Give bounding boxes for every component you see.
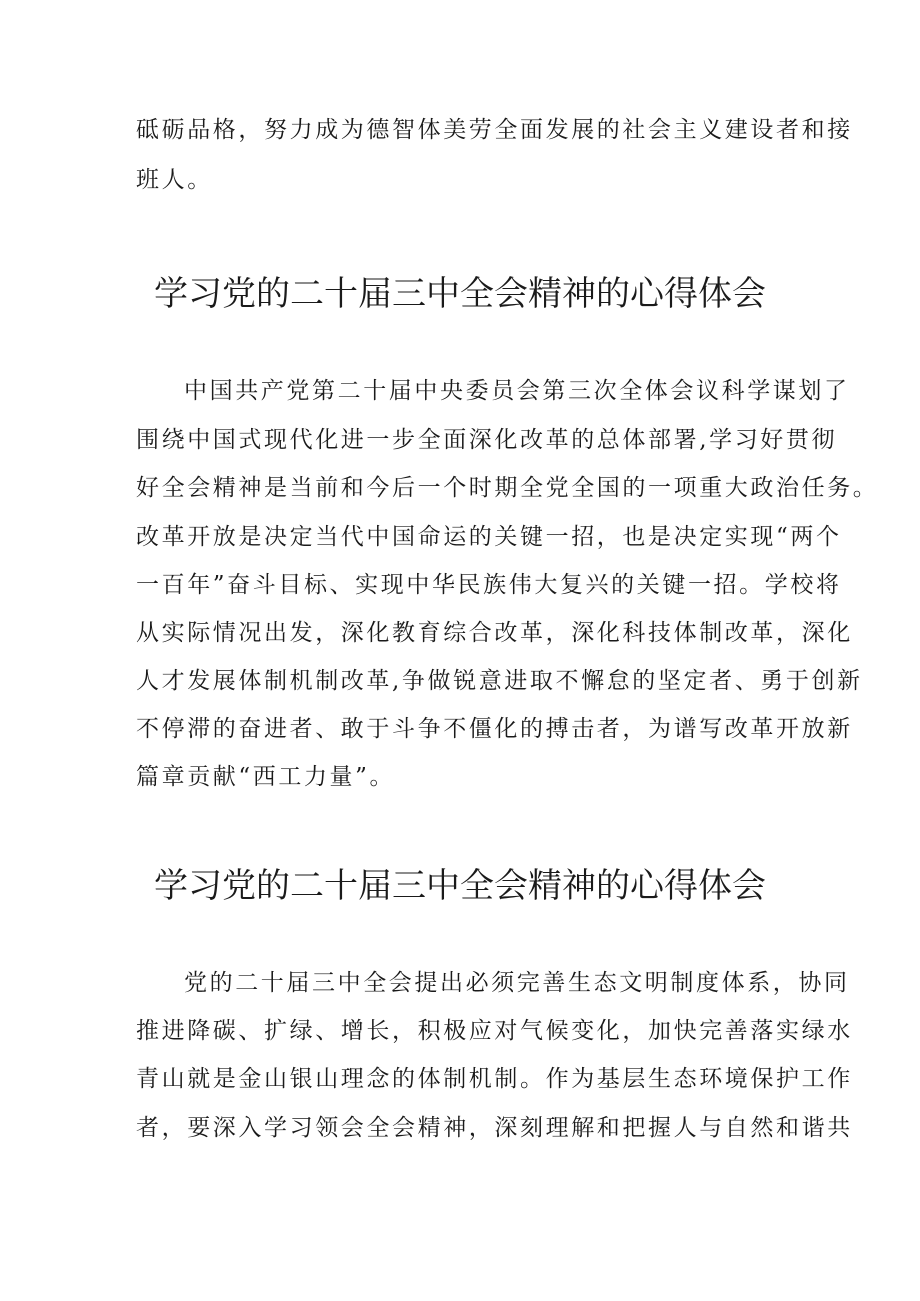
paragraph-line: 人才发展体制机制改革,争做锐意进取不懈怠的坚定者、勇于创新 <box>136 668 863 694</box>
paragraph-line: 者，要深入学习领会全会精神，深刻理解和把握人与自然和谐共 <box>136 1115 853 1141</box>
paragraph-line: 推进降碳、扩绿、增长，积极应对气候变化，加快完善落实绿水 <box>136 1018 853 1044</box>
paragraph-line: 篇章贡献“西工力量”。 <box>136 764 396 790</box>
section-title: 学习党的二十届三中全会精神的心得体会 <box>154 866 766 906</box>
paragraph-line: 一百年”奋斗目标、实现中华民族伟大复兴的关键一招。学校将 <box>136 572 842 598</box>
paragraph-line: 围绕中国式现代化进一步全面深化改革的总体部署,学习好贯彻 <box>136 427 838 453</box>
paragraph-line: 青山就是金山银山理念的体制机制。作为基层生态环境保护工作 <box>136 1066 853 1092</box>
paragraph-line: 改革开放是决定当代中国命运的关键一招，也是决定实现“两个 <box>136 524 842 550</box>
section-title: 学习党的二十届三中全会精神的心得体会 <box>154 274 766 314</box>
paragraph-line: 砥砺品格，努力成为德智体美劳全面发展的社会主义建设者和接 <box>136 117 853 143</box>
paragraph-line: 班人。 <box>136 167 213 193</box>
paragraph-line: 党的二十届三中全会提出必须完善生态文明制度体系，协同 <box>184 970 850 996</box>
paragraph-line: 不停滞的奋进者、敢于斗争不僵化的搏击者，为谱写改革开放新 <box>136 716 853 742</box>
paragraph-line: 从实际情况出发，深化教育综合改革，深化科技体制改革，深化 <box>136 620 853 646</box>
paragraph-line: 中国共产党第二十届中央委员会第三次全体会议科学谋划了 <box>184 378 850 404</box>
paragraph-line: 好全会精神是当前和今后一个时期全党全国的一项重大政治任务。 <box>136 475 879 501</box>
